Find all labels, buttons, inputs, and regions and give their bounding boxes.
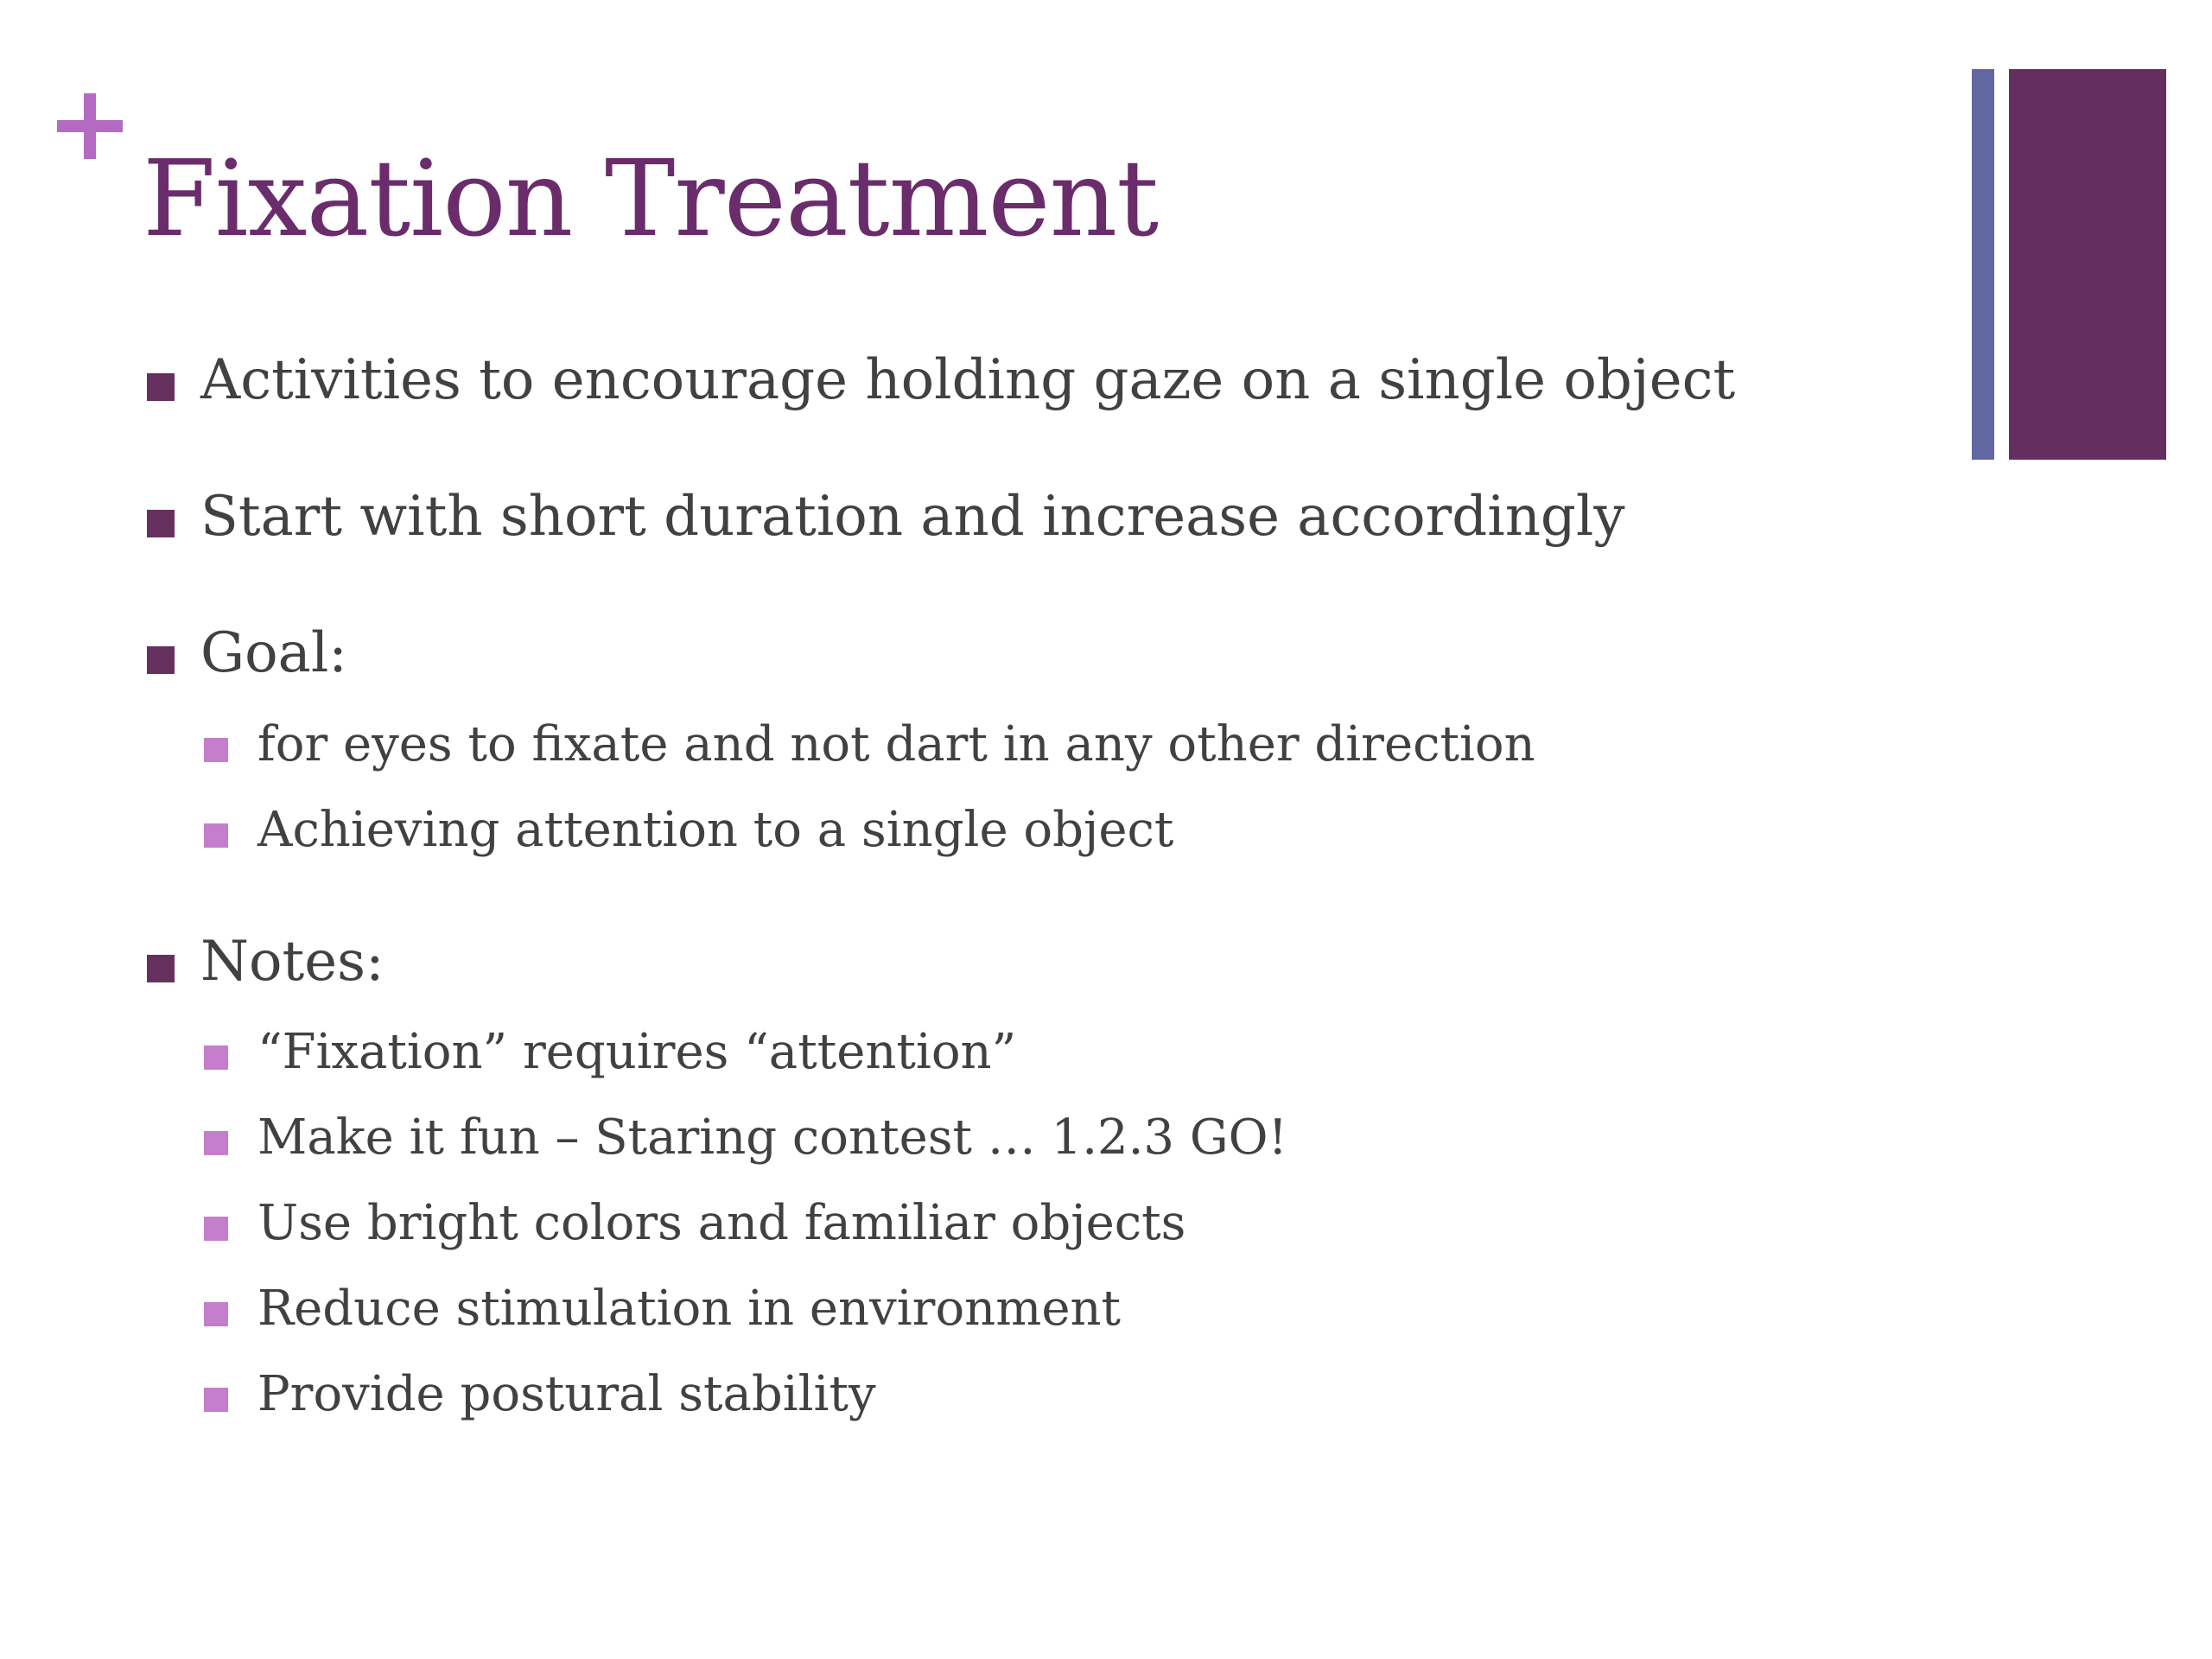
square-bullet-icon: [204, 1217, 228, 1241]
bullet-item: [147, 927, 385, 996]
sub-bullet-item: [204, 1279, 1121, 1339]
sub-bullet-item: [204, 1193, 1185, 1254]
square-bullet-icon: [204, 1046, 228, 1070]
bullet-text: Start with short duration and increase accordingly: [200, 485, 1625, 549]
sub-bullet-item: [204, 1108, 1287, 1168]
square-bullet-icon: [147, 510, 175, 537]
square-bullet-icon: [204, 738, 228, 762]
bullet-text: Goal:: [200, 621, 347, 685]
sub-bullet-item: [204, 715, 1535, 775]
square-bullet-icon: [147, 373, 175, 401]
sub-bullet-text: Provide postural stability: [257, 1366, 876, 1422]
sub-bullet-text: Use bright colors and familiar objects: [257, 1195, 1186, 1251]
bullet-item: [147, 346, 1735, 415]
sub-bullet-item: [204, 1364, 876, 1425]
sub-bullet-item: [204, 800, 1173, 861]
sub-bullet-text: “Fixation” requires “attention”: [257, 1024, 1017, 1080]
sub-bullet-text: Make it fun – Staring contest … 1.2.3 GO!: [257, 1109, 1287, 1166]
square-bullet-icon: [204, 823, 228, 848]
bullet-item: [147, 619, 347, 688]
sub-bullet-item: [204, 1022, 1016, 1083]
bullet-text: Notes:: [200, 930, 385, 994]
sub-bullet-text: Achieving attention to a single object: [257, 802, 1174, 858]
square-bullet-icon: [147, 955, 175, 982]
square-bullet-icon: [204, 1302, 228, 1326]
sub-bullet-text: for eyes to fixate and not dart in any other direction: [257, 716, 1535, 772]
bullet-item: [147, 482, 1625, 551]
bullet-text: Activities to encourage holding gaze on a single object: [200, 348, 1736, 412]
square-bullet-icon: [204, 1131, 228, 1155]
sub-bullet-text: Reduce stimulation in environment: [257, 1281, 1122, 1337]
slide-title: Fixation Treatment: [143, 137, 1159, 260]
square-bullet-icon: [204, 1388, 228, 1412]
square-bullet-icon: [147, 646, 175, 674]
